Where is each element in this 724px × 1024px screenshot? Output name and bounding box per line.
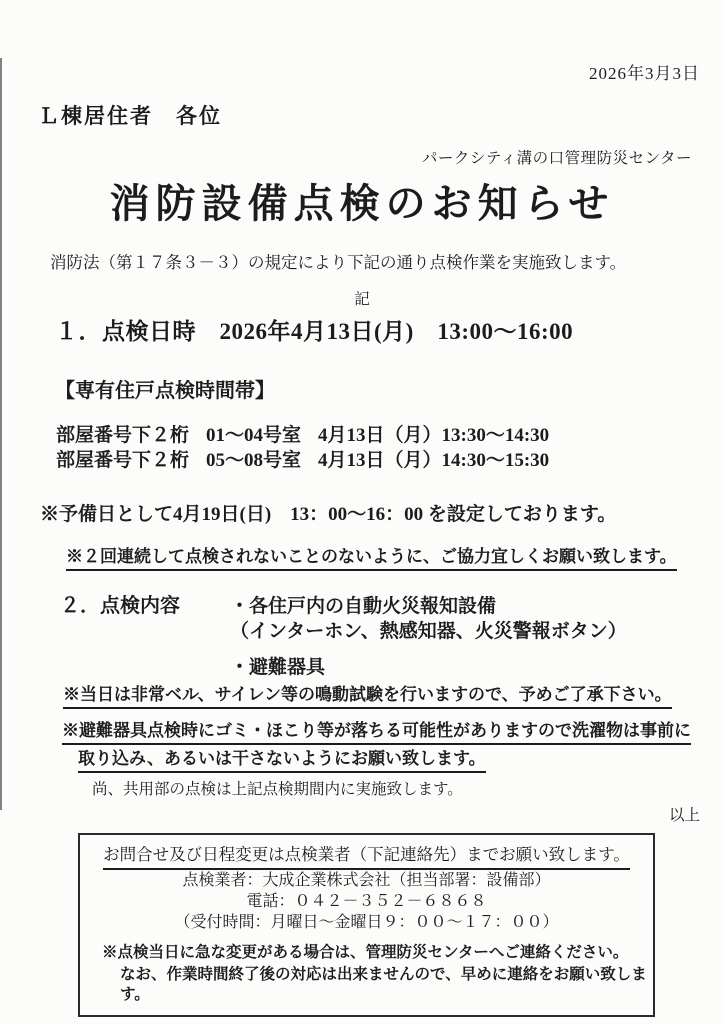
urgent-note	[80, 943, 653, 1005]
timeband-schedule: 4月13日（月）14:30～15:30	[318, 450, 550, 471]
urgent-note-line1: ※点検当日に急な変更がある場合は、管理防災センターへご連絡ください。	[102, 944, 629, 961]
common-area-note: 尚、共用部の点検は上記点検期間内に実施致します。	[92, 781, 463, 798]
vendor-line: 点検業者：大成企業株式会社（担当部署：設備部）	[182, 872, 551, 889]
timeband-rooms: 05～08号室	[206, 450, 302, 471]
inspection-item-alarm-detail: （インターホン、熱感知器、火災警報ボタン）	[230, 621, 627, 642]
timeband-row	[56, 448, 724, 473]
inspection-item-escape: ・避難器具	[230, 657, 326, 678]
section2-label: ２．点検内容	[60, 595, 180, 617]
siren-note	[63, 684, 724, 709]
contact-box	[78, 833, 655, 1017]
hours-line: （受付時間：月曜日～金曜日９：００～１７：００）	[174, 914, 559, 931]
reserve-day-note: ※予備日として4月19日(日) 13：00～16：00 を設定しております。	[40, 504, 617, 525]
section2-items	[230, 594, 627, 680]
timeband-prefix: 部屋番号下２桁	[56, 425, 190, 446]
laundry-note-line1: ※避難器具点検時にゴミ・ほこり等が落ちる可能性がありますので洗濯物は事前に	[62, 720, 724, 745]
section2	[60, 594, 724, 680]
recipient-line: Ｌ棟居住者 各位	[38, 104, 222, 128]
record-mark: 記	[354, 291, 370, 308]
scan-edge-artifact	[0, 58, 2, 810]
document-title: 消防設備点検のお知らせ	[109, 181, 615, 226]
timeband-table	[56, 423, 724, 473]
intro-line: 消防法（第１７条３－３）の規定により下記の通り点検作業を実施致します。	[50, 253, 627, 272]
laundry-note-line2: 取り込み、あるいは干さないようにお願い致します。	[78, 748, 724, 773]
urgent-note-line2: なお、作業時間終了後の対応は出来ませんので、早めに連絡をお願い致します。	[120, 966, 647, 1003]
sender-line: パークシティ溝の口管理防災センター	[421, 150, 692, 167]
cooperation-note	[66, 546, 724, 571]
timeband-heading: 【専有住戸点検時間帯】	[55, 380, 275, 402]
siren-note-text: ※当日は非常ベル、サイレン等の鳴動試験を行いますので、予めご了承下さい。	[63, 684, 672, 709]
timeband-rooms: 01～04号室	[206, 425, 302, 446]
cooperation-note-text: ※２回連続して点検されないことのないように、ご協力宜しくお願い致します。	[66, 546, 677, 571]
inspection-item-alarm: ・各住戸内の自動火災報知設備	[230, 596, 497, 617]
document-date: 2026年3月3日	[589, 64, 700, 83]
timeband-prefix: 部屋番号下２桁	[56, 450, 190, 471]
section1-heading: １．点検日時 2026年4月13日(月) 13:00～16:00	[55, 319, 574, 344]
timeband-row	[56, 423, 724, 448]
laundry-note	[62, 720, 724, 773]
phone-line: 電話：０４２－３５２－６８６８	[246, 893, 487, 910]
contact-heading: お問合せ及び日程変更は点検業者（下記連絡先）までお願い致します。	[80, 844, 653, 870]
timeband-schedule: 4月13日（月）13:30～14:30	[318, 425, 550, 446]
closing-mark: 以上	[668, 807, 700, 824]
